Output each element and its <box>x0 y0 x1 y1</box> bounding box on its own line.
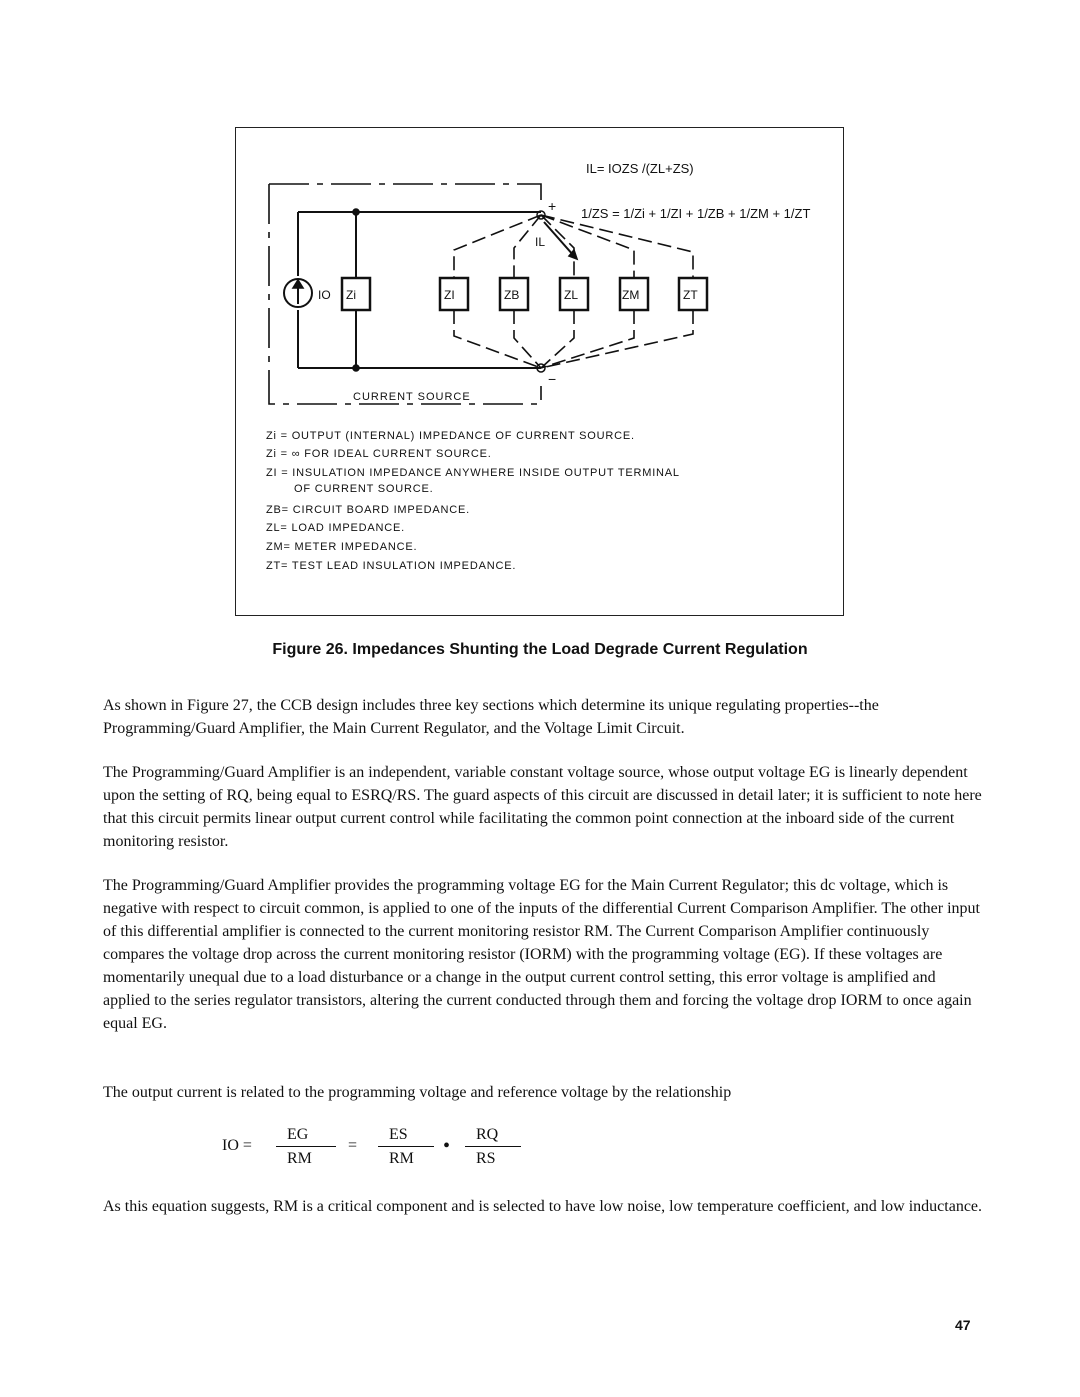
equation-numerator: RQ <box>476 1126 499 1143</box>
impedance-label: ZI <box>444 288 455 302</box>
equation-equals: = <box>348 1137 358 1154</box>
equation-dot: • <box>443 1135 451 1157</box>
paragraph-1: As shown in Figure 27, the CCB design includes three key sections which determine its unique regulating properties--the Programming/Guard Amplifier, the Main Current Regulator, and the Voltage Limit Circuit. <box>103 697 879 737</box>
impedance-label: ZT <box>683 288 698 302</box>
legend-line: ZB= CIRCUIT BOARD IMPEDANCE. <box>266 504 471 516</box>
current-source-label: CURRENT SOURCE <box>353 391 471 403</box>
legend-line: ZL= LOAD IMPEDANCE. <box>266 522 405 534</box>
il-formula: IL= IOZS /(ZL+ZS) <box>586 161 694 176</box>
figure-caption: Figure 26. Impedances Shunting the Load Degrade Current Regulation <box>272 641 808 658</box>
impedance-label: ZB <box>504 288 520 302</box>
impedance-label: Zi <box>346 288 356 302</box>
legend-line: ZM= METER IMPEDANCE. <box>266 541 418 553</box>
paragraph-4: The output current is related to the programming voltage and reference voltage by the relationship <box>103 1084 732 1101</box>
il-label: IL <box>535 235 546 249</box>
legend-line: ZT= TEST LEAD INSULATION IMPEDANCE. <box>266 560 517 572</box>
equation-lhs: IO = <box>222 1137 252 1154</box>
circuit-figure <box>235 127 844 616</box>
fraction-line <box>276 1146 336 1147</box>
plus-sign: + <box>548 198 557 214</box>
fraction-line <box>465 1146 521 1147</box>
legend-line: Zi = OUTPUT (INTERNAL) IMPEDANCE OF CURRENT SOURCE. <box>266 430 635 442</box>
zs-formula: 1/ZS = 1/Zi + 1/ZI + 1/ZB + 1/ZM + 1/ZT <box>581 206 811 221</box>
equation-denominator: RM <box>389 1150 414 1167</box>
page-number: 47 <box>955 1317 971 1333</box>
minus-sign: − <box>548 371 557 387</box>
equation-denominator: RM <box>287 1150 312 1167</box>
equation-denominator: RS <box>476 1150 496 1167</box>
fraction-line <box>378 1146 434 1147</box>
legend-line: ZI = INSULATION IMPEDANCE ANYWHERE INSIDE OUTPUT TERMINAL <box>266 467 680 479</box>
paragraph-2: The Programming/Guard Amplifier is an independent, variable constant voltage source, whose output voltage EG is linearly dependent upon the setting of RQ, being equal to ESRQ/RS. The guard aspects of this circuit are discussed in detail later; it is sufficient to note here that this circuit permits linear output current control while facilitating the common point connection at the inboard side of the current monitoring resistor. <box>103 764 982 850</box>
equation-numerator: ES <box>389 1126 408 1143</box>
equation-numerator: EG <box>287 1126 309 1143</box>
legend-line: OF CURRENT SOURCE. <box>294 483 434 495</box>
impedance-label: ZL <box>564 288 579 302</box>
legend-line: Zi = ∞ FOR IDEAL CURRENT SOURCE. <box>266 448 492 460</box>
paragraph-3: The Programming/Guard Amplifier provides the programming voltage EG for the Main Current Regulator; this dc voltage, which is negative with respect to circuit common, is applied to one of the inputs of the differential Current Comparison Amplifier. The other input of this differential amplifier is connected to the current monitoring resistor RM. The Current Comparison Amplifier continuously compares the voltage drop across the current monitoring resistor (IORM) with the programming voltage (EG). If these voltages are momentarily unequal due to a load disturbance or a change in the output current control setting, this error voltage is amplified and applied to the series regulator transistors, altering the current conducted through them and forcing the voltage drop IORM to once again equal EG. <box>103 877 980 1032</box>
impedance-label: ZM <box>622 288 640 302</box>
circuit-diagram <box>236 128 845 617</box>
paragraph-5: As this equation suggests, RM is a critical component and is selected to have low noise, low temperature coefficient, and low inductance. <box>103 1198 983 1215</box>
io-label: IO <box>318 288 331 302</box>
